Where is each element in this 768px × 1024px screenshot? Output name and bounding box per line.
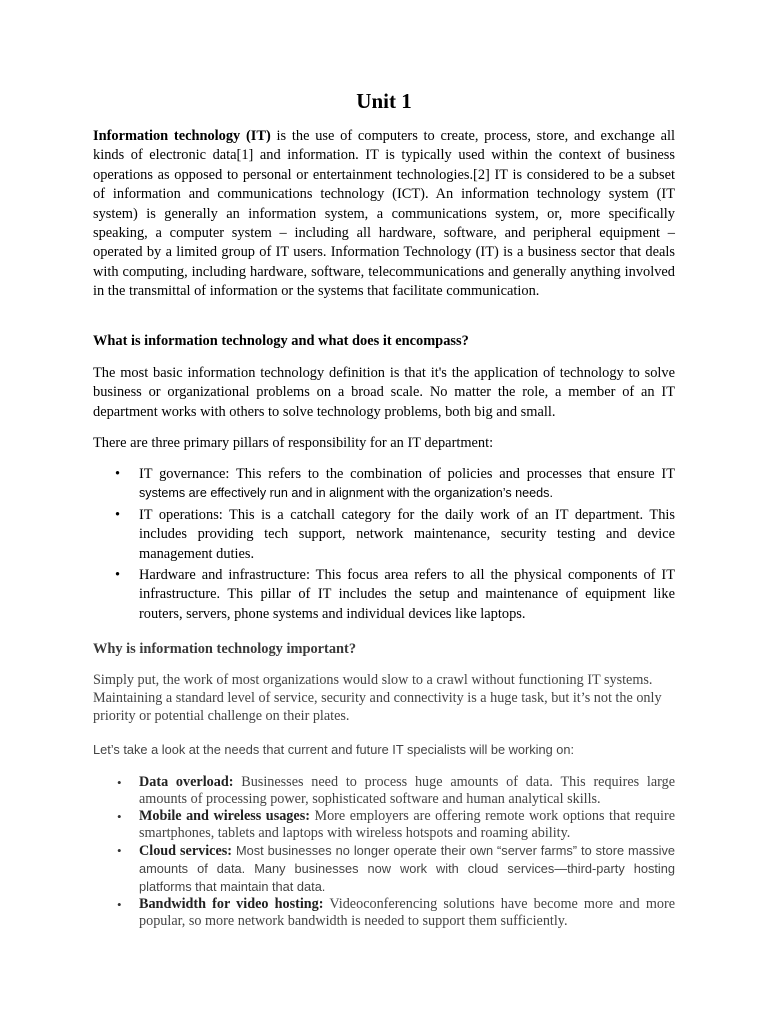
section-heading-why: Why is information technology important? <box>93 641 357 657</box>
pillars-intro-paragraph: There are three primary pillars of responsibility for an IT department: <box>93 435 494 451</box>
list-item <box>93 774 675 808</box>
need-text: More employers are offering remote work options that require smartphones, tablets and laptops with wireless hotspots and roaming ability. <box>139 808 675 841</box>
intro-lead-term: Information technology (IT) <box>93 128 271 144</box>
pillar-text: IT operations: This is a catchall category for the daily work of an IT department. This includes providing tech support, network maintenance, security testing and device management duties. <box>139 506 675 562</box>
need-text: Businesses need to process huge amounts of data. This requires large amounts of processing power, sophisticated software and human analytical skills. <box>139 774 676 807</box>
bullet-icon: • <box>117 775 122 790</box>
intro-paragraph <box>93 127 675 302</box>
intro-text: is the use of computers to create, process, store, and exchange all kinds of electronic data[1] and information. IT is typically used within the context of business operations as opposed to personal or entertainment technologies.[2] IT is considered to be a subset of information and communications technology (ICT). An information technology system (IT system) is generally an information system, a communications system, or, more specifically speaking, a computer system – including all hardware, software, and peripheral equipment – operated by a limited group of IT users. Information Technology (IT) is a business sector that deals with computing, including hardware, software, telecommunications and generally anything involved in the transmittal of information or the systems that facilitate communication. <box>93 128 675 300</box>
need-label: Data overload: <box>139 774 234 790</box>
bullet-icon: • <box>115 466 121 482</box>
need-label: Cloud services: <box>139 843 233 859</box>
need-text: Videoconferencing solutions have become more and more popular, so more network bandwidth is needed to support them sufficiently. <box>139 896 675 929</box>
pillar-text-continued: systems are effectively run and in alignment with the organization’s needs. <box>139 486 553 501</box>
list-item <box>93 896 675 930</box>
need-label: Mobile and wireless usages: <box>139 808 310 824</box>
pillar-text: IT governance: This refers to the combination of policies and processes that ensure IT <box>139 466 675 482</box>
bullet-icon: • <box>115 506 121 523</box>
bullet-icon: • <box>117 843 122 858</box>
needs-intro-paragraph: Let’s take a look at the needs that current and future IT specialists will be working on: <box>93 742 575 757</box>
pillar-text: Hardware and infrastructure: This focus area refers to all the physical components of IT infrastructure. This pillar of IT includes the setup and maintenance of equipment like routers, servers, phone systems and individual devices like laptops. <box>139 567 675 622</box>
section-heading-what: What is information technology and what does it encompass? <box>93 333 469 349</box>
list-item <box>93 842 675 896</box>
page-title: Unit 1 <box>356 89 412 113</box>
list-item <box>93 808 675 842</box>
list-item <box>93 566 675 624</box>
basic-definition-paragraph: The most basic information technology definition is that it's the application of technology to solve business or organizational problems on a broad scale. No matter the role, a member of an IT department works with others to solve technology problems, both big and small. <box>93 365 675 420</box>
pillars-list <box>93 465 675 626</box>
bullet-icon: • <box>117 897 122 912</box>
needs-list <box>93 774 675 930</box>
bullet-icon: • <box>117 809 122 824</box>
bullet-icon: • <box>115 567 121 584</box>
list-item <box>93 465 675 504</box>
need-text: Most businesses no longer operate their own “server farms” to store massive amounts of data. Many businesses now work with cloud services—third-party hosting platforms that maintain that data. <box>139 843 675 894</box>
importance-paragraph: Simply put, the work of most organizations would slow to a crawl without functioning IT systems. Maintaining a standard level of service, security and connectivity is a huge task, but it’s not the only priority or potential challenge on their plates. <box>93 672 662 724</box>
list-item <box>93 506 675 564</box>
need-label: Bandwidth for video hosting: <box>139 896 324 912</box>
